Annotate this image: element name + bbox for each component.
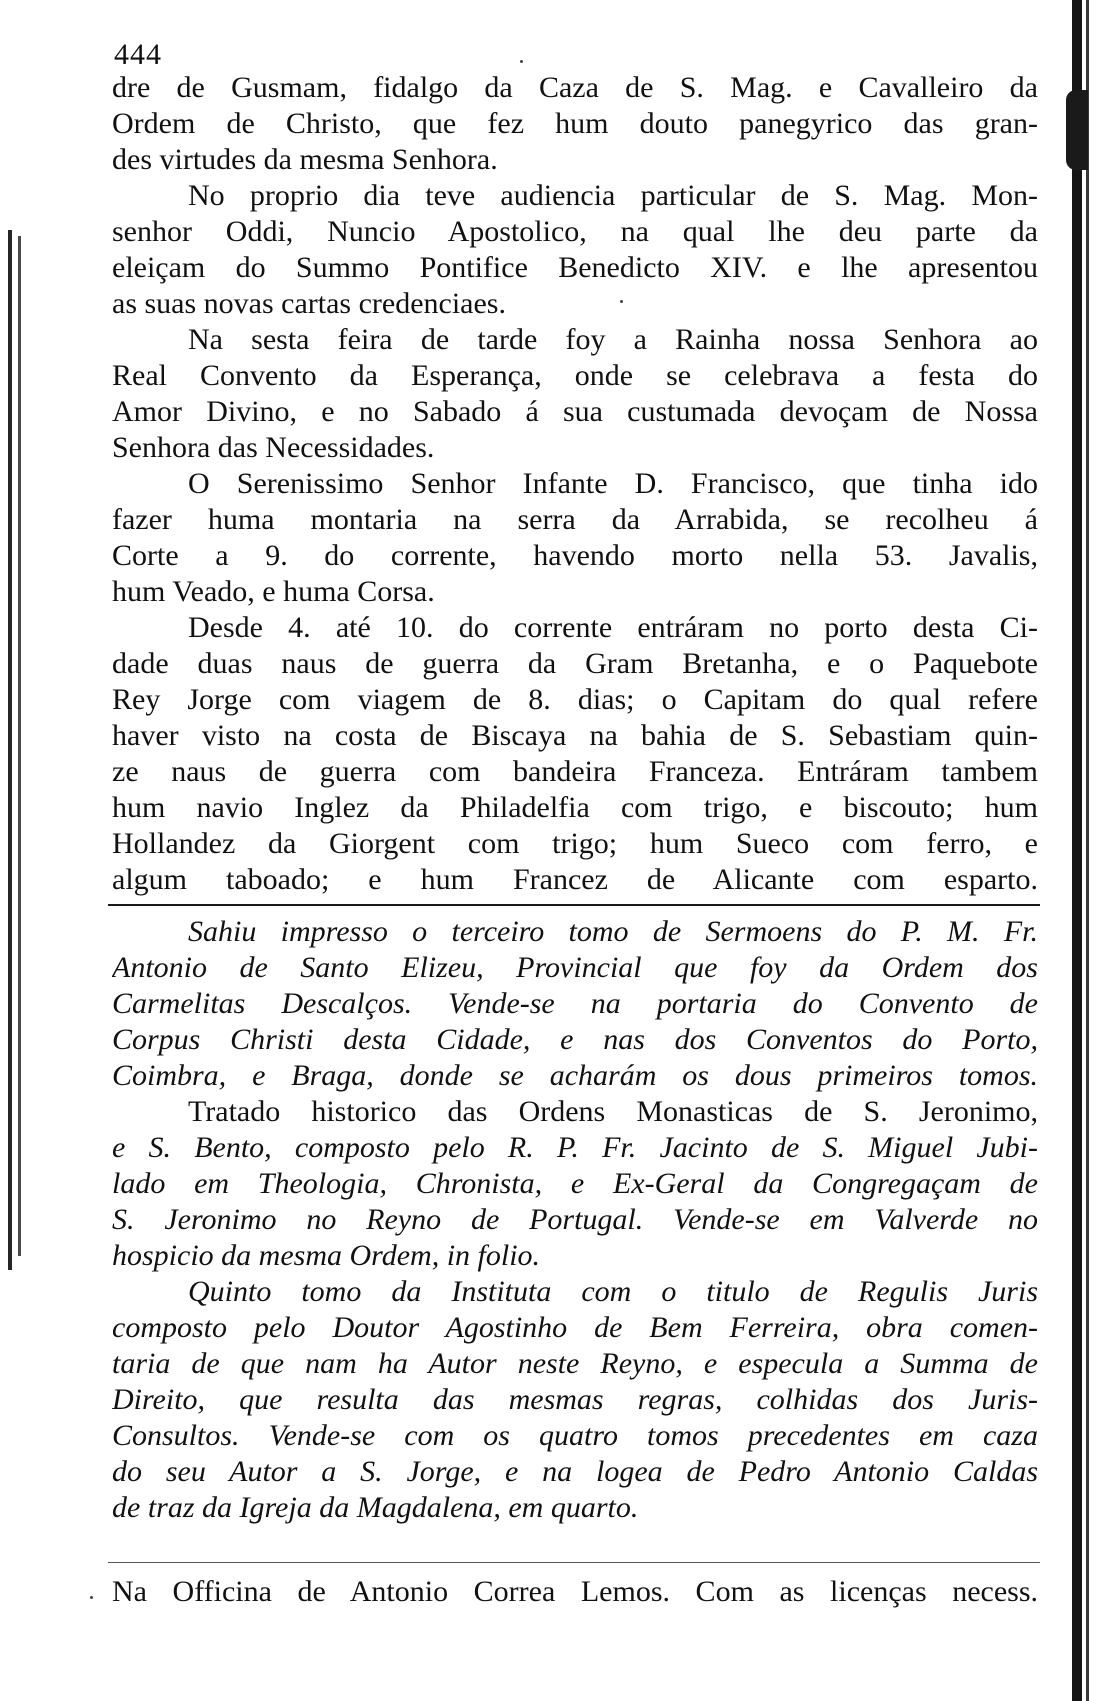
news-line: No proprio dia teve audiencia particular de S. Mag. Mon- [188, 179, 1038, 212]
advertisement-line: Sahiu impresso o terceiro tomo de Sermoens do P. M. Fr. [188, 915, 1038, 948]
advertisement-line: composto pelo Doutor Agostinho de Bem Ferreira, obra comen- [112, 1311, 1038, 1344]
news-line: eleiçam do Summo Pontifice Benedicto XIV. e lhe apresentou [112, 251, 1038, 284]
advertisements-section [112, 914, 1038, 1526]
news-line: Ordem de Christo, que fez hum douto panegyrico das gran- [112, 107, 1038, 140]
scan-edge-left-inner [18, 236, 21, 1256]
scan-speck [620, 300, 623, 303]
advertisement-line: do seu Autor a S. Jorge, e na logea de Pedro Antonio Caldas [112, 1455, 1038, 1488]
news-line: Na sesta feira de tarde foy a Rainha nossa Senhora ao [188, 323, 1038, 356]
advertisement-line: Coimbra, e Braga, donde se acharám os dous primeiros tomos. [112, 1059, 1038, 1092]
advertisement-line: Direito, que resulta das mesmas regras, colhidas dos Juris- [112, 1383, 1038, 1416]
advertisement-line: S. Jeronimo no Reyno de Portugal. Vende-se em Valverde no [112, 1203, 1038, 1236]
news-line: as suas novas cartas credenciaes. [112, 287, 506, 320]
advertisement-line: Tratado historico das Ordens Monasticas de S. Jeronimo, [188, 1095, 1038, 1128]
page-number: 444 [114, 38, 162, 71]
news-line: haver visto na costa de Biscaya na bahia de S. Sebastiam quin- [112, 719, 1038, 752]
advertisement-line: Carmelitas Descalços. Vende-se na portaria do Convento de [112, 987, 1038, 1020]
section-divider [108, 904, 1040, 906]
news-section [112, 70, 1038, 898]
news-line: senhor Oddi, Nuncio Apostolico, na qual lhe deu parte da [112, 215, 1038, 248]
news-line: fazer huma montaria na serra da Arrabida, se recolheu á [112, 503, 1038, 536]
scan-edge-left [8, 230, 12, 1270]
news-line: O Serenissimo Senhor Infante D. Francisco, que tinha ido [188, 467, 1038, 500]
news-line: des virtudes da mesma Senhora. [112, 143, 498, 176]
news-line: Rey Jorge com viagem de 8. dias; o Capitam do qual refere [112, 683, 1038, 716]
news-line: hum navio Inglez da Philadelfia com trigo, e biscouto; hum [112, 791, 1038, 824]
scan-speck [520, 60, 523, 63]
news-line: Desde 4. até 10. do corrente entráram no porto desta Ci- [188, 611, 1038, 644]
news-line: Senhora das Necessidades. [112, 431, 435, 464]
imprint-line: Na Officina de Antonio Correa Lemos. Com as licenças necess. [112, 1575, 1038, 1608]
scan-edge-right-outer [1086, 0, 1089, 1701]
news-line: algum taboado; e hum Francez de Alicante com esparto. [112, 863, 1038, 896]
advertisement-line: taria de que nam ha Autor neste Reyno, e especula a Summa de [112, 1347, 1038, 1380]
advertisement-line: hospicio da mesma Ordem, in folio. [112, 1239, 541, 1272]
imprint-divider [108, 1562, 1040, 1563]
advertisement-line: Quinto tomo da Instituta com o titulo de Regulis Juris [188, 1275, 1038, 1308]
news-line: Amor Divino, e no Sabado á sua custumada devoçam de Nossa [112, 395, 1038, 428]
advertisement-line: e S. Bento, composto pelo R. P. Fr. Jacinto de S. Miguel Jubi- [112, 1131, 1038, 1164]
news-line: Corte a 9. do corrente, havendo morto nella 53. Javalis, [112, 539, 1038, 572]
news-line: Real Convento da Esperança, onde se celebrava a festa do [112, 359, 1038, 392]
news-line: hum Veado, e huma Corsa. [112, 575, 435, 608]
imprint-section [112, 1574, 1038, 1610]
advertisement-line: lado em Theologia, Chronista, e Ex-Geral da Congregaçam de [112, 1167, 1038, 1200]
scan-speck [90, 1596, 93, 1599]
news-line: ze naus de guerra com bandeira Franceza. Entráram tambem [112, 755, 1038, 788]
news-line: dade duas naus de guerra da Gram Bretanha, e o Paquebote [112, 647, 1038, 680]
scan-edge-right [1072, 0, 1082, 1701]
advertisement-line: de traz da Igreja da Magdalena, em quarto. [112, 1491, 639, 1524]
advertisement-line: Corpus Christi desta Cidade, e nas dos Conventos do Porto, [112, 1023, 1038, 1056]
news-line: dre de Gusmam, fidalgo da Caza de S. Mag. e Cavalleiro da [112, 71, 1038, 104]
advertisement-line: Antonio de Santo Elizeu, Provincial que foy da Ordem dos [112, 951, 1038, 984]
advertisement-line: Consultos. Vende-se com os quatro tomos precedentes em caza [112, 1419, 1038, 1452]
ink-bleed-mark [1066, 90, 1088, 170]
news-line: Hollandez da Giorgent com trigo; hum Sueco com ferro, e [112, 827, 1038, 860]
